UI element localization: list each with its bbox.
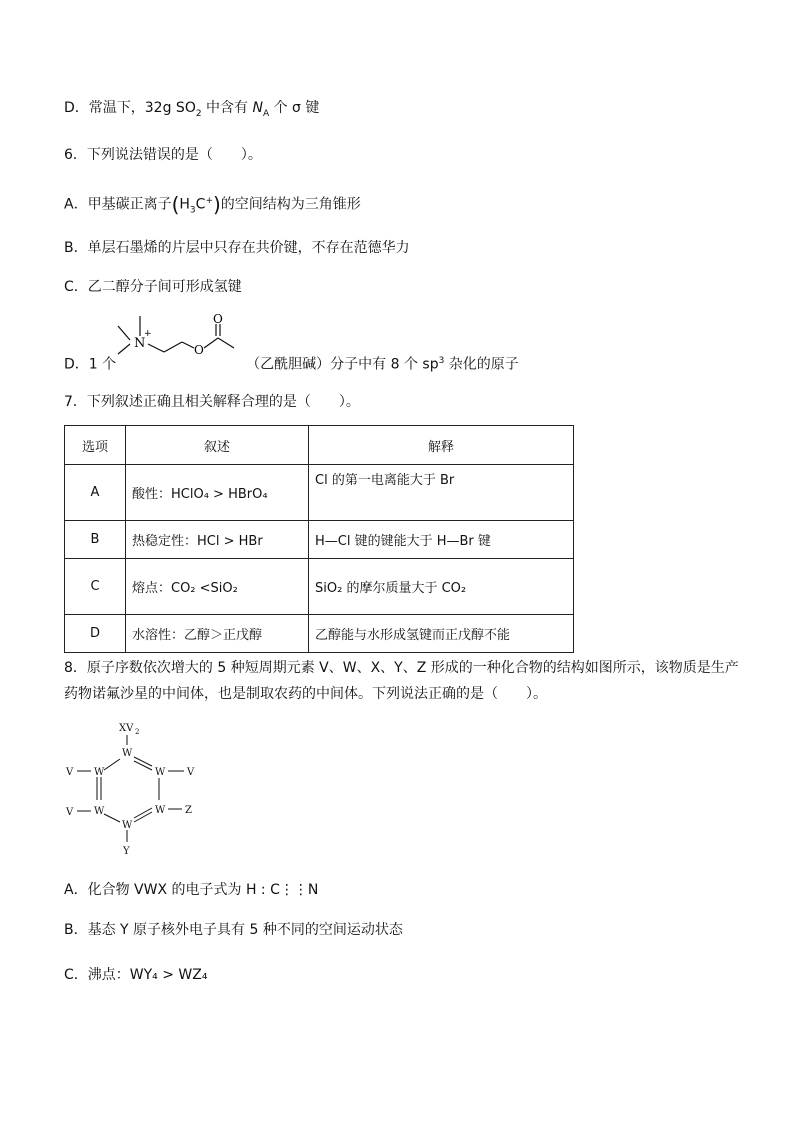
header-statement: 叙述 [126, 426, 309, 465]
label-w-right-bottom: W [155, 805, 166, 816]
table-row [65, 465, 574, 521]
row-statement: 熔点：CO₂ <SiO₂ [126, 559, 309, 615]
label-w-right-top: W [155, 767, 166, 778]
table-row [65, 521, 574, 559]
label-w-top: W [122, 748, 133, 759]
header-explanation: 解释 [309, 426, 574, 465]
q6a-c: C [195, 196, 206, 213]
q5d-na: N [252, 100, 263, 116]
q8c-prefix: C．沸点： [64, 967, 130, 983]
row-statement: 热稳定性：HCl > HBr [126, 521, 309, 559]
q8-option-c [64, 965, 207, 985]
q6-option-a [64, 191, 361, 220]
q7-table [64, 425, 574, 653]
label-xv-sub: 2 [135, 728, 140, 736]
table-header-row [65, 426, 574, 465]
header-option: 选项 [65, 426, 126, 465]
q6a-sup: + [205, 196, 213, 206]
table-row [65, 559, 574, 615]
mol-o-carbonyl: O [213, 312, 223, 326]
q6d-suffix: 杂化的原子 [444, 356, 519, 373]
q8-option-a: A．化合物 VWX 的电子式为 H : C⋮⋮N [64, 882, 319, 898]
label-v-left-top: V [66, 767, 74, 778]
q8c-formula: WY₄ > WZ₄ [129, 967, 208, 983]
row-option: A [65, 465, 126, 521]
row-statement: 酸性：HClO₄ > HBrO₄ [126, 465, 309, 521]
row-explanation: H—Cl 键的键能大于 H—Br 键 [309, 521, 574, 559]
row-statement: 水溶性：乙醇＞正戊醇 [126, 615, 309, 653]
row-explanation: SiO₂ 的摩尔质量大于 CO₂ [309, 559, 574, 615]
table-row [65, 615, 574, 653]
label-w-bottom: W [122, 820, 133, 831]
q5d-sub: 2 [195, 108, 202, 119]
q6a-prefix: A．甲基碳正离子 [64, 196, 172, 213]
q5-option-d [64, 98, 319, 124]
label-w-left-bottom: W [94, 806, 105, 817]
label-w-left-top: W [94, 767, 105, 778]
q6-option-c: C．乙二醇分子间可形成氢键 [64, 279, 242, 295]
row-explanation: 乙醇能与水形成氢键而正戊醇不能 [309, 615, 574, 653]
row-option: B [65, 521, 126, 559]
row-option: D [65, 615, 126, 653]
q5d-label: D．常温下，32g SO [64, 100, 196, 116]
q5d-mid: 中含有 [201, 100, 253, 116]
q7-stem: 7．下列叙述正确且相关解释合理的是（ ）。 [64, 394, 360, 410]
q5d-nasub: A [262, 108, 270, 119]
q8-option-b: B．基态 Y 原子核外电子具有 5 种不同的空间运动状态 [64, 922, 403, 938]
q6a-suffix: 的空间结构为三角锥形 [220, 196, 361, 213]
q6d-prefix: D．1 个 [64, 356, 117, 373]
label-xv: XV [119, 723, 134, 734]
label-z: Z [185, 805, 192, 816]
paren-right: ) [212, 192, 221, 217]
q6a-h: H [179, 196, 190, 213]
row-option: C [65, 559, 126, 615]
label-y: Y [123, 846, 130, 857]
mol-plus: + [144, 329, 152, 339]
q8-stem-line2: 药物诺氟沙星的中间体，也是制取农药的中间体。下列说法正确的是（ ）。 [64, 686, 547, 702]
paren-left: ( [171, 192, 180, 217]
label-v-right: V [187, 767, 195, 778]
q6-option-b: B．单层石墨烯的片层中只存在共价键，不存在范德华力 [64, 240, 410, 256]
q8-ring-structure [64, 718, 214, 863]
q8-stem-line1: 8．原子序数依次增大的 5 种短周期元素 V、W、X、Y、Z 形成的一种化合物的结构如图所示，该物质是生产 [64, 660, 739, 676]
label-v-left-bottom: V [66, 807, 74, 818]
q6d-mid: （乙酰胆碱）分子中有 8 个 sp [246, 356, 439, 373]
mol-o-ester: O [194, 343, 204, 357]
row-explanation: Cl 的第一电离能大于 Br [309, 465, 574, 521]
q5d-tail: 个 σ 键 [269, 100, 320, 116]
q6a-sub: 3 [189, 205, 196, 216]
mol-n: N [134, 336, 146, 351]
q6d-sup: 3 [438, 356, 445, 366]
q6-stem: 6．下列说法错误的是（ ）。 [64, 147, 262, 163]
q6-option-d [64, 351, 519, 375]
